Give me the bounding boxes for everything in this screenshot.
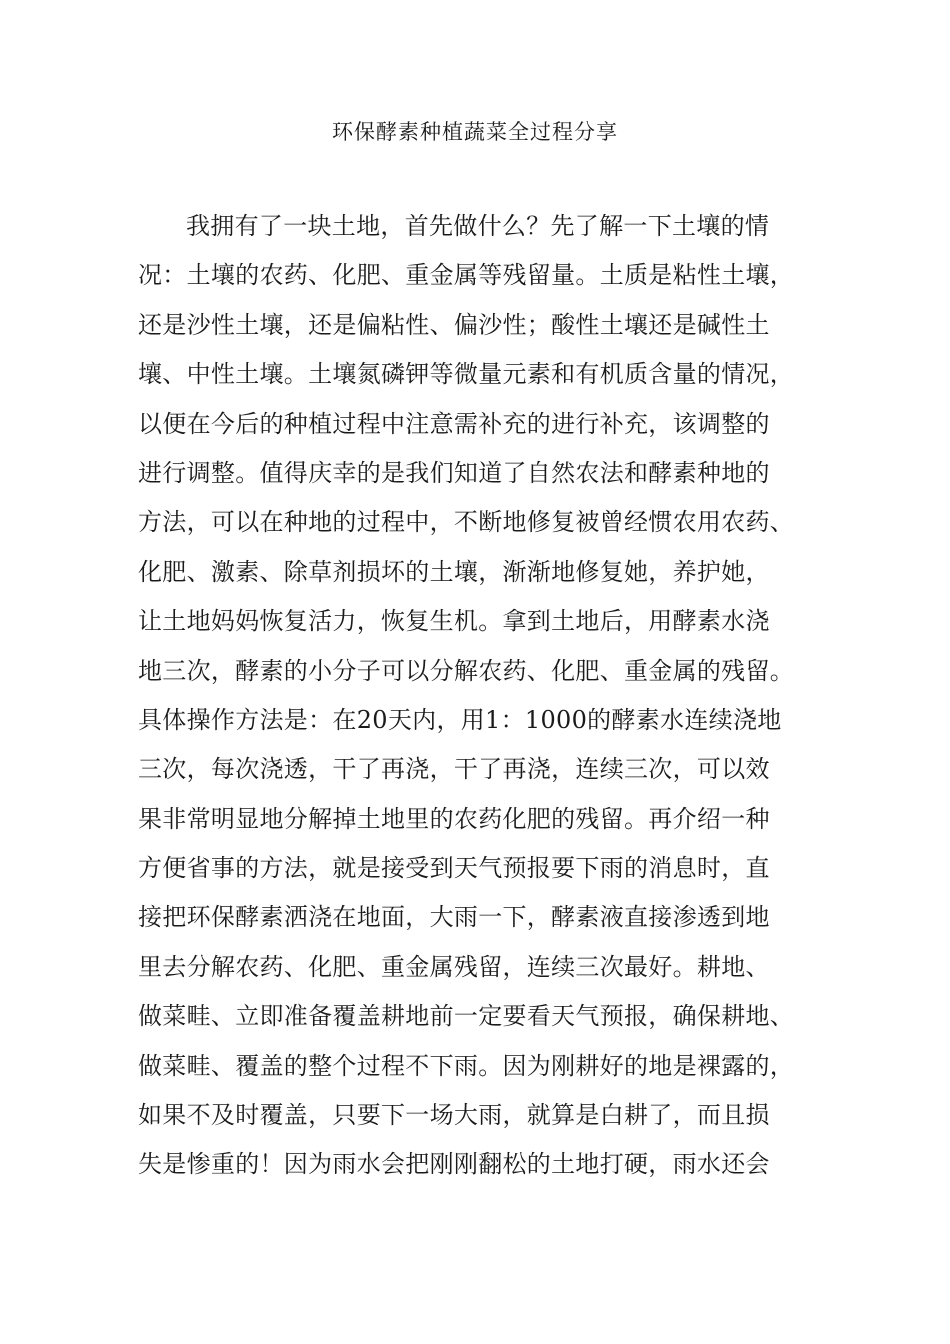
paragraph-line: 方便省事的方法，就是接受到天气预报要下雨的消息时，直 [138,854,770,883]
paragraph-line: 三次，每次浇透，干了再浇，干了再浇，连续三次，可以效 [138,755,770,784]
paragraph-line: 如果不及时覆盖，只要下一场大雨，就算是白耕了，而且损 [138,1101,770,1130]
paragraph-line: 里去分解农药、化肥、重金属残留，连续三次最好。耕地、 [138,952,770,981]
document-body [138,206,838,1194]
paragraph-line: 方法，可以在种地的过程中，不断地修复被曾经惯农用农药、 [138,508,795,537]
paragraph-line: 接把环保酵素洒浇在地面，大雨一下，酵素液直接渗透到地 [138,903,770,932]
document-title: 环保酵素种植蔬菜全过程分享 [332,120,618,144]
paragraph-line: 壤、中性土壤。土壤氮磷钾等微量元素和有机质含量的情况， [138,360,795,389]
paragraph-line: 做菜畦、立即准备覆盖耕地前一定要看天气预报，确保耕地、 [138,1002,795,1031]
paragraph-line: 化肥、激素、除草剂损坏的土壤，渐渐地修复她，养护她， [138,557,770,586]
paragraph-line: 让土地妈妈恢复活力，恢复生机。拿到土地后，用酵素水浇 [138,607,770,636]
paragraph-line: 以便在今后的种植过程中注意需补充的进行补充，该调整的 [138,409,770,438]
paragraph-line: 果非常明显地分解掉土地里的农药化肥的残留。再介绍一种 [138,804,770,833]
paragraph-line: 进行调整。值得庆幸的是我们知道了自然农法和酵素种地的 [138,458,770,487]
paragraph-line: 地三次，酵素的小分子可以分解农药、化肥、重金属的残留。 [138,656,795,685]
paragraph-line: 还是沙性土壤，还是偏粘性、偏沙性；酸性土壤还是碱性土 [138,310,770,339]
paragraph-line: 做菜畦、覆盖的整个过程不下雨。因为刚耕好的地是裸露的， [138,1051,795,1080]
paragraph-line: 具体操作方法是：在20天内，用1：1000的酵素水连续浇地 [138,705,782,734]
paragraph-line: 我拥有了一块土地，首先做什么？先了解一下土壤的情 [186,212,770,240]
paragraph-line: 失是惨重的！因为雨水会把刚刚翻松的土地打硬，雨水还会 [138,1150,770,1179]
paragraph-line: 况：土壤的农药、化肥、重金属等残留量。土质是粘性土壤， [138,261,795,290]
